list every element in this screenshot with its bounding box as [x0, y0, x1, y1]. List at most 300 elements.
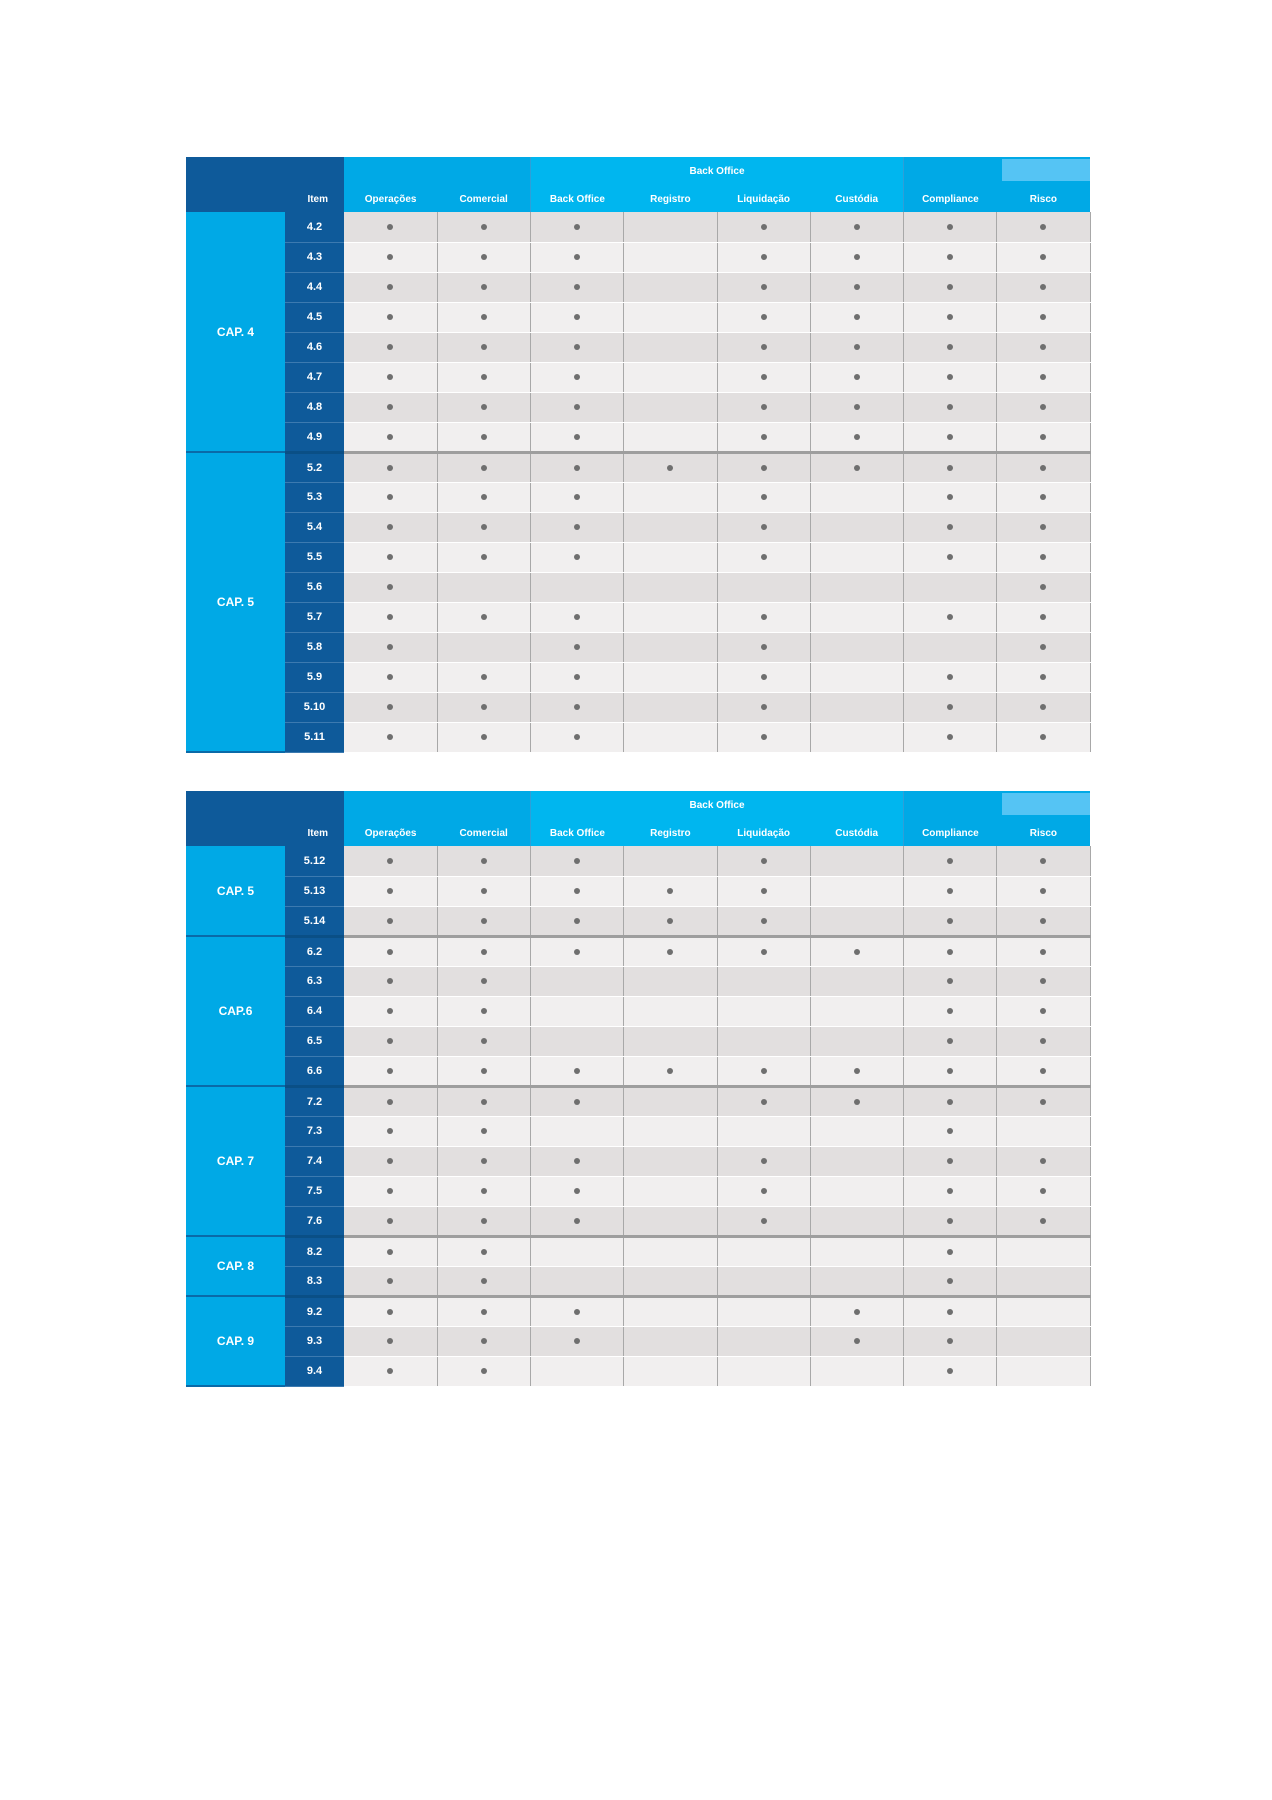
item-number: 5.13 [285, 876, 344, 906]
matrix-cell [810, 996, 903, 1026]
matrix-cell [437, 572, 530, 602]
table-row [186, 1206, 1090, 1236]
header-tab-decoration [997, 157, 1090, 186]
matrix-cell [717, 906, 810, 936]
matrix-cell [624, 722, 717, 752]
bullet-icon [1040, 1038, 1046, 1044]
column-header: Operações [344, 186, 437, 212]
table-row [186, 1086, 1090, 1116]
bullet-icon [481, 949, 487, 955]
matrix-cell [624, 632, 717, 662]
item-number: 4.8 [285, 392, 344, 422]
matrix-cell [437, 1056, 530, 1086]
bullet-icon [387, 614, 393, 620]
table-row [186, 482, 1090, 512]
matrix-cell [437, 936, 530, 966]
table-row [186, 572, 1090, 602]
matrix-cell [997, 996, 1090, 1026]
bullet-icon [947, 1278, 953, 1284]
matrix-cell [810, 846, 903, 876]
item-number: 4.7 [285, 362, 344, 392]
bullet-icon [481, 254, 487, 260]
matrix-cell [810, 272, 903, 302]
matrix-cell [531, 1296, 624, 1326]
matrix-cell [997, 906, 1090, 936]
bullet-icon [574, 1309, 580, 1315]
bullet-icon [761, 674, 767, 680]
matrix-cell [531, 362, 624, 392]
bullet-icon [761, 465, 767, 471]
bullet-icon [761, 494, 767, 500]
matrix-cell [904, 572, 997, 602]
bullet-icon [574, 554, 580, 560]
item-number: 8.2 [285, 1236, 344, 1266]
bullet-icon [387, 314, 393, 320]
bullet-icon [761, 224, 767, 230]
matrix-cell [624, 392, 717, 422]
chapter-label: CAP.6 [186, 936, 285, 1086]
bullet-icon [481, 284, 487, 290]
table-row [186, 512, 1090, 542]
matrix-cell [624, 572, 717, 602]
bullet-icon [387, 1099, 393, 1105]
header-spacer [344, 791, 531, 820]
bullet-icon [1040, 888, 1046, 894]
item-number: 7.2 [285, 1086, 344, 1116]
bullet-icon [1040, 465, 1046, 471]
bullet-icon [761, 1158, 767, 1164]
matrix-cell [904, 906, 997, 936]
bullet-icon [481, 554, 487, 560]
matrix-cell [997, 692, 1090, 722]
table-row [186, 1026, 1090, 1056]
bullet-icon [761, 314, 767, 320]
bullet-icon [481, 524, 487, 530]
bullet-icon [1040, 224, 1046, 230]
bullet-icon [387, 434, 393, 440]
matrix-cell [531, 602, 624, 632]
bullet-icon [761, 918, 767, 924]
matrix-cell [531, 242, 624, 272]
matrix-cell [997, 422, 1090, 452]
bullet-icon [854, 1099, 860, 1105]
header-corner [186, 791, 344, 846]
matrix-cell [997, 1206, 1090, 1236]
bullet-icon [387, 1338, 393, 1344]
chapter-label: CAP. 5 [186, 452, 285, 752]
item-number: 4.3 [285, 242, 344, 272]
matrix-cell [624, 846, 717, 876]
matrix-cell [904, 602, 997, 632]
bullet-icon [947, 1368, 953, 1374]
matrix-cell [531, 332, 624, 362]
bullet-icon [574, 434, 580, 440]
bullet-icon [947, 888, 953, 894]
matrix-cell [904, 1326, 997, 1356]
matrix-cell [624, 996, 717, 1026]
matrix-cell [997, 392, 1090, 422]
matrix-cell [997, 212, 1090, 242]
matrix-cell [810, 602, 903, 632]
bullet-icon [1040, 644, 1046, 650]
matrix-cell [344, 482, 437, 512]
matrix-cell [531, 302, 624, 332]
bullet-icon [574, 1188, 580, 1194]
matrix-cell [717, 996, 810, 1026]
matrix-cell [997, 572, 1090, 602]
matrix-cell [717, 632, 810, 662]
matrix-cell [531, 936, 624, 966]
matrix-cell [810, 302, 903, 332]
matrix-cell [531, 1176, 624, 1206]
item-number: 9.2 [285, 1296, 344, 1326]
bullet-icon [481, 1309, 487, 1315]
bullet-icon [387, 1188, 393, 1194]
chapter-label: CAP. 5 [186, 846, 285, 936]
matrix-cell [810, 422, 903, 452]
matrix-cell [624, 876, 717, 906]
bullet-icon [1040, 344, 1046, 350]
column-header: Comercial [437, 820, 530, 846]
matrix-cell [717, 1026, 810, 1056]
matrix-cell [437, 422, 530, 452]
matrix-cell [997, 1266, 1090, 1296]
bullet-icon [481, 1128, 487, 1134]
matrix-cell [810, 1296, 903, 1326]
bullet-icon [387, 1249, 393, 1255]
matrix-cell [624, 272, 717, 302]
table-row [186, 906, 1090, 936]
bullet-icon [667, 888, 673, 894]
table-row [186, 392, 1090, 422]
matrix-cell [344, 392, 437, 422]
bullet-icon [1040, 614, 1046, 620]
matrix-cell [997, 272, 1090, 302]
bullet-icon [481, 374, 487, 380]
matrix-cell [344, 362, 437, 392]
bullet-icon [481, 888, 487, 894]
bullet-icon [947, 1218, 953, 1224]
bullet-icon [761, 949, 767, 955]
matrix-cell [344, 1206, 437, 1236]
header-spacer [344, 157, 531, 186]
matrix-cell [997, 302, 1090, 332]
matrix-cell [344, 692, 437, 722]
bullet-icon [387, 1218, 393, 1224]
matrix-cell [810, 1086, 903, 1116]
matrix-cell [717, 392, 810, 422]
matrix-cell [717, 212, 810, 242]
bullet-icon [481, 1278, 487, 1284]
matrix-cell [344, 242, 437, 272]
matrix-cell [810, 936, 903, 966]
matrix-cell [810, 966, 903, 996]
bullet-icon [481, 404, 487, 410]
matrix-cell [344, 1356, 437, 1386]
matrix-cell [437, 302, 530, 332]
table-row [186, 1356, 1090, 1386]
matrix-cell [437, 692, 530, 722]
matrix-cell [717, 1146, 810, 1176]
matrix-cell [717, 482, 810, 512]
bullet-icon [947, 494, 953, 500]
bullet-icon [1040, 949, 1046, 955]
bullet-icon [481, 1068, 487, 1074]
matrix-cell [344, 1266, 437, 1296]
table-row [186, 936, 1090, 966]
matrix-cell [904, 722, 997, 752]
bullet-icon [761, 704, 767, 710]
item-number: 4.5 [285, 302, 344, 332]
bullet-icon [854, 284, 860, 290]
matrix-cell [437, 1206, 530, 1236]
bullet-icon [387, 1368, 393, 1374]
matrix-cell [810, 1116, 903, 1146]
column-header: Liquidação [717, 186, 810, 212]
item-number: 7.3 [285, 1116, 344, 1146]
bullet-icon [481, 1008, 487, 1014]
matrix-cell [531, 212, 624, 242]
table-row [186, 1056, 1090, 1086]
matrix-cell [997, 1236, 1090, 1266]
bullet-icon [947, 374, 953, 380]
matrix-cell [624, 1026, 717, 1056]
table-row [186, 422, 1090, 452]
item-number: 8.3 [285, 1266, 344, 1296]
bullet-icon [947, 1309, 953, 1315]
back-office-group-header: Back Office [531, 157, 904, 186]
matrix-cell [997, 1176, 1090, 1206]
matrix-cell [624, 1116, 717, 1146]
column-header: Registro [624, 820, 717, 846]
bullet-icon [761, 858, 767, 864]
matrix-cell [344, 1026, 437, 1056]
matrix-cell [997, 722, 1090, 752]
matrix-cell [531, 1056, 624, 1086]
matrix-cell [717, 662, 810, 692]
bullet-icon [387, 704, 393, 710]
bullet-icon [574, 524, 580, 530]
item-number: 5.3 [285, 482, 344, 512]
matrix-cell [904, 1056, 997, 1086]
bullet-icon [761, 554, 767, 560]
matrix-cell [624, 1296, 717, 1326]
bullet-icon [947, 614, 953, 620]
bullet-icon [1040, 1218, 1046, 1224]
bullet-icon [1040, 554, 1046, 560]
chapter-label: CAP. 8 [186, 1236, 285, 1296]
matrix-cell [624, 1326, 717, 1356]
bullet-icon [481, 614, 487, 620]
bullet-icon [387, 978, 393, 984]
matrix-table-2 [186, 791, 1091, 1387]
bullet-icon [761, 614, 767, 620]
matrix-cell [717, 1086, 810, 1116]
matrix-cell [904, 422, 997, 452]
bullet-icon [1040, 674, 1046, 680]
matrix-cell [344, 1326, 437, 1356]
matrix-cell [997, 1026, 1090, 1056]
bullet-icon [387, 524, 393, 530]
matrix-cell [997, 966, 1090, 996]
bullet-icon [667, 1068, 673, 1074]
matrix-cell [437, 1086, 530, 1116]
bullet-icon [947, 254, 953, 260]
bullet-icon [1040, 314, 1046, 320]
bullet-icon [854, 1068, 860, 1074]
bullet-icon [387, 1309, 393, 1315]
matrix-cell [904, 212, 997, 242]
bullet-icon [481, 1218, 487, 1224]
bullet-icon [574, 1338, 580, 1344]
matrix-cell [531, 392, 624, 422]
bullet-icon [574, 918, 580, 924]
matrix-cell [810, 632, 903, 662]
matrix-cell [624, 1266, 717, 1296]
matrix-cell [904, 1356, 997, 1386]
bullet-icon [481, 465, 487, 471]
chapter-label: CAP. 9 [186, 1296, 285, 1386]
bullet-icon [574, 284, 580, 290]
item-column-header: Item [307, 194, 328, 205]
bullet-icon [1040, 704, 1046, 710]
bullet-icon [854, 1338, 860, 1344]
bullet-icon [387, 554, 393, 560]
bullet-icon [854, 224, 860, 230]
matrix-cell [437, 1176, 530, 1206]
matrix-cell [531, 632, 624, 662]
matrix-cell [531, 876, 624, 906]
bullet-icon [1040, 918, 1046, 924]
matrix-cell [717, 936, 810, 966]
bullet-icon [947, 734, 953, 740]
bullet-icon [481, 734, 487, 740]
bullet-icon [481, 1338, 487, 1344]
matrix-cell [531, 452, 624, 482]
item-number: 5.9 [285, 662, 344, 692]
matrix-cell [531, 1206, 624, 1236]
bullet-icon [481, 704, 487, 710]
matrix-cell [624, 602, 717, 632]
matrix-cell [997, 332, 1090, 362]
bullet-icon [387, 284, 393, 290]
item-number: 4.2 [285, 212, 344, 242]
bullet-icon [947, 1128, 953, 1134]
bullet-icon [947, 224, 953, 230]
matrix-cell [810, 1356, 903, 1386]
matrix-cell [437, 482, 530, 512]
table-row [186, 692, 1090, 722]
matrix-cell [904, 1026, 997, 1056]
table-row [186, 1266, 1090, 1296]
matrix-cell [437, 1326, 530, 1356]
matrix-cell [344, 632, 437, 662]
bullet-icon [387, 254, 393, 260]
matrix-cell [344, 906, 437, 936]
matrix-cell [810, 212, 903, 242]
bullet-icon [574, 344, 580, 350]
matrix-cell [717, 846, 810, 876]
matrix-cell [717, 362, 810, 392]
item-number: 5.12 [285, 846, 344, 876]
item-number: 6.5 [285, 1026, 344, 1056]
bullet-icon [947, 918, 953, 924]
bullet-icon [854, 404, 860, 410]
matrix-cell [531, 1356, 624, 1386]
chapter-label: CAP. 7 [186, 1086, 285, 1236]
matrix-cell [531, 1116, 624, 1146]
matrix-cell [810, 876, 903, 906]
bullet-icon [481, 1158, 487, 1164]
matrix-cell [717, 1356, 810, 1386]
matrix-cell [997, 846, 1090, 876]
matrix-cell [624, 452, 717, 482]
bullet-icon [1040, 1188, 1046, 1194]
matrix-cell [437, 602, 530, 632]
matrix-cell [810, 452, 903, 482]
matrix-cell [437, 332, 530, 362]
matrix-cell [437, 452, 530, 482]
table-row [186, 302, 1090, 332]
bullet-icon [1040, 978, 1046, 984]
matrix-cell [437, 966, 530, 996]
matrix-cell [810, 482, 903, 512]
table-row [186, 1326, 1090, 1356]
table-row [186, 272, 1090, 302]
item-number: 6.6 [285, 1056, 344, 1086]
matrix-cell [810, 1206, 903, 1236]
matrix-cell [624, 1206, 717, 1236]
matrix-cell [437, 1356, 530, 1386]
bullet-icon [574, 644, 580, 650]
matrix-cell [997, 662, 1090, 692]
bullet-icon [387, 374, 393, 380]
matrix-cell [997, 362, 1090, 392]
table-row [186, 846, 1090, 876]
matrix-cell [344, 1086, 437, 1116]
matrix-cell [904, 452, 997, 482]
matrix-cell [624, 1176, 717, 1206]
bullet-icon [481, 1249, 487, 1255]
bullet-icon [947, 465, 953, 471]
matrix-cell [344, 1236, 437, 1266]
bullet-icon [947, 1008, 953, 1014]
matrix-cell [997, 482, 1090, 512]
matrix-cell [437, 242, 530, 272]
matrix-cell [904, 362, 997, 392]
bullet-icon [947, 434, 953, 440]
bullet-icon [947, 1249, 953, 1255]
bullet-icon [481, 224, 487, 230]
matrix-cell [624, 1086, 717, 1116]
column-header: Back Office [531, 186, 624, 212]
matrix-cell [810, 392, 903, 422]
matrix-cell [344, 422, 437, 452]
bullet-icon [1040, 284, 1046, 290]
matrix-cell [531, 1266, 624, 1296]
table-row [186, 452, 1090, 482]
matrix-cell [810, 362, 903, 392]
matrix-cell [717, 1206, 810, 1236]
bullet-icon [1040, 1099, 1046, 1105]
matrix-cell [904, 1176, 997, 1206]
bullet-icon [947, 1038, 953, 1044]
matrix-cell [997, 936, 1090, 966]
matrix-cell [904, 662, 997, 692]
matrix-cell [624, 662, 717, 692]
bullet-icon [387, 644, 393, 650]
matrix-cell [531, 272, 624, 302]
